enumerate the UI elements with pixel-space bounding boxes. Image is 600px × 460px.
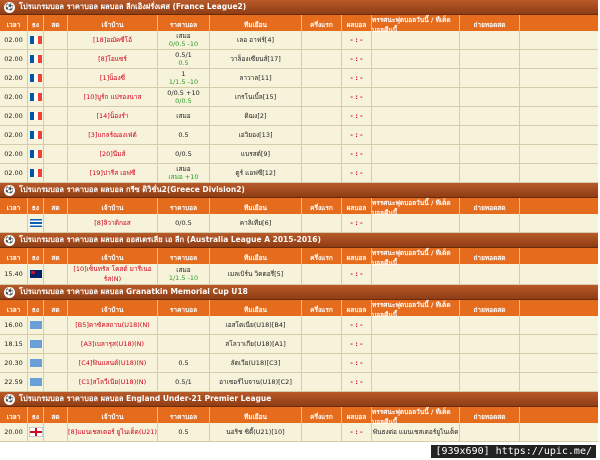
final-score: - : - xyxy=(342,264,372,284)
final-score: - : - xyxy=(342,373,372,391)
league-logo-icon: ⚽ xyxy=(5,395,14,403)
match-row[interactable] xyxy=(0,423,598,442)
home-team[interactable]: [8]โอแซร์ xyxy=(68,50,158,68)
flag-icon xyxy=(28,88,44,106)
flag-icon xyxy=(28,50,44,68)
live-broadcast xyxy=(460,69,520,87)
country-flag-icon xyxy=(30,74,42,82)
away-team[interactable]: ลาวาล[11] xyxy=(210,69,302,87)
flag-icon xyxy=(28,335,44,353)
home-team[interactable]: [10]เซ็นทรัล โคสต์ มารีเนอร์ส(N) xyxy=(68,264,158,284)
home-team[interactable]: [20]นีมส์ xyxy=(68,145,158,163)
column-header-row: เวลา ธง สด เจ้าบ้าน ราคาบอล ทีมเยือน ครึ่งแรก ผลบอล ทรรศนะฟุตบอลวันนี้ / ทีเด็ดบอลคืนนี้ ถ่ายทอดสด xyxy=(0,300,598,316)
prediction xyxy=(372,69,460,87)
league-logo-icon: ⚽ xyxy=(5,236,14,244)
match-time: 02.00 xyxy=(0,31,28,49)
home-team[interactable]: [A3]เบลารุส(U18)(N) xyxy=(68,335,158,353)
live-link[interactable] xyxy=(44,145,68,163)
country-flag-icon xyxy=(30,55,42,63)
live-broadcast xyxy=(460,264,520,284)
flag-icon xyxy=(28,107,44,125)
live-link[interactable] xyxy=(44,126,68,144)
live-link[interactable] xyxy=(44,373,68,391)
country-flag-icon xyxy=(30,219,42,227)
match-time: 02.00 xyxy=(0,50,28,68)
home-team[interactable]: [8]ลิวาดิกอส xyxy=(68,214,158,232)
match-row[interactable] xyxy=(0,145,598,164)
first-half-score xyxy=(302,69,342,87)
match-time: 20.00 xyxy=(0,423,28,441)
league-logo-icon: ⚽ xyxy=(5,186,14,194)
match-row[interactable] xyxy=(0,31,598,50)
odds xyxy=(158,354,210,372)
prediction xyxy=(372,354,460,372)
away-team[interactable]: แบรสต์[9] xyxy=(210,145,302,163)
match-row[interactable] xyxy=(0,335,598,354)
live-link[interactable] xyxy=(44,354,68,372)
prediction xyxy=(372,31,460,49)
flag-icon xyxy=(28,31,44,49)
match-time: 02.00 xyxy=(0,145,28,163)
home-team[interactable]: [19]ปารีส เอฟซี xyxy=(68,164,158,182)
odds xyxy=(158,164,210,182)
home-team[interactable]: [18]อฌัคซีโอ้ xyxy=(68,31,158,49)
odds-line: 0.5 xyxy=(178,131,189,139)
odds xyxy=(158,50,210,68)
first-half-score xyxy=(302,31,342,49)
away-team[interactable]: เมลเบิร์น วิคตอรี่[5] xyxy=(210,264,302,284)
final-score: - : - xyxy=(342,126,372,144)
country-flag-icon xyxy=(30,340,42,348)
final-score: - : - xyxy=(342,423,372,441)
league-header: ⚽ โปรแกรมบอล ราคาบอล ผลบอล กรีซ ดิวิชั่น2(Greece Division2) xyxy=(0,183,598,198)
first-half-score xyxy=(302,214,342,232)
live-broadcast xyxy=(460,164,520,182)
first-half-score xyxy=(302,373,342,391)
final-score: - : - xyxy=(342,88,372,106)
away-team[interactable]: ลัตเวีย(U18)[C3] xyxy=(210,354,302,372)
odds-line: 0.5/1 xyxy=(175,378,192,386)
match-time: 02.00 xyxy=(0,164,28,182)
odds xyxy=(158,145,210,163)
home-team[interactable]: [3]แกลร์ฌองเฟ่ต์ xyxy=(68,126,158,144)
match-time: 02.00 xyxy=(0,88,28,106)
final-score: - : - xyxy=(342,164,372,182)
prediction xyxy=(372,316,460,334)
league-header: ⚽ โปรแกรมบอล ราคาบอล ผลบอล ลีกเอิงฝรั่งเศส (France League2) xyxy=(0,0,598,15)
country-flag-icon xyxy=(30,93,42,101)
odds xyxy=(158,214,210,232)
live-link[interactable] xyxy=(44,69,68,87)
final-score: - : - xyxy=(342,145,372,163)
odds-line: 0/0.5 xyxy=(175,219,192,227)
odds-line: 1 xyxy=(181,70,186,78)
away-team[interactable]: เอสโตเนีย(U18)[B4] xyxy=(210,316,302,334)
prediction xyxy=(372,264,460,284)
away-team[interactable]: สโลวาเกีย(U18)[A1] xyxy=(210,335,302,353)
prediction xyxy=(372,214,460,232)
country-flag-icon xyxy=(30,270,42,278)
match-row[interactable] xyxy=(0,107,598,126)
league-section-granatkin xyxy=(0,285,598,392)
match-time: 20.30 xyxy=(0,354,28,372)
final-score: - : - xyxy=(342,107,372,125)
league-section-greece xyxy=(0,183,598,233)
country-flag-icon xyxy=(30,112,42,120)
odds xyxy=(158,335,210,353)
home-team[interactable]: [B5]คาซัคสถาน(U18)(N) xyxy=(68,316,158,334)
odds-line: เสมอ xyxy=(176,165,191,173)
match-row[interactable] xyxy=(0,264,598,285)
odds xyxy=(158,264,210,284)
watermark: [939x690] https://upic.me/ xyxy=(431,445,596,458)
column-header-row: เวลา ธง สด เจ้าบ้าน ราคาบอล ทีมเยือน ครึ่งแรก ผลบอล ทรรศนะฟุตบอลวันนี้ / ทีเด็ดบอลคืนนี้ ถ่ายทอดสด xyxy=(0,248,598,264)
live-broadcast xyxy=(460,423,520,441)
away-team[interactable]: ตูร์ แอฟซี[12] xyxy=(210,164,302,182)
live-broadcast xyxy=(460,214,520,232)
final-score: - : - xyxy=(342,214,372,232)
flag-icon xyxy=(28,69,44,87)
away-team[interactable]: คาลิเทีย[6] xyxy=(210,214,302,232)
flag-icon xyxy=(28,214,44,232)
live-broadcast xyxy=(460,316,520,334)
first-half-score xyxy=(302,335,342,353)
odds-line: เสมอ xyxy=(176,266,191,274)
odds-change: เสมอ +10 xyxy=(168,173,199,181)
live-link[interactable] xyxy=(44,264,68,284)
match-time: 02.00 xyxy=(0,69,28,87)
flag-icon xyxy=(28,316,44,334)
final-score: - : - xyxy=(342,31,372,49)
odds-line: เสมอ xyxy=(176,112,191,120)
flag-icon xyxy=(28,164,44,182)
odds xyxy=(158,31,210,49)
country-flag-icon xyxy=(29,427,43,437)
match-time: 02.00 xyxy=(0,126,28,144)
flag-icon xyxy=(28,373,44,391)
odds xyxy=(158,423,210,441)
country-flag-icon xyxy=(30,150,42,158)
country-flag-icon xyxy=(30,36,42,44)
away-team[interactable]: อาเซอร์ไบจาน(U18)[C2] xyxy=(210,373,302,391)
first-half-score xyxy=(302,88,342,106)
home-team[interactable]: [1]น็องซี่ xyxy=(68,69,158,87)
league-header: ⚽ โปรแกรมบอล ราคาบอล ผลบอล England Under-21 Premier League xyxy=(0,392,598,407)
match-time xyxy=(0,214,28,232)
country-flag-icon xyxy=(30,321,42,329)
prediction xyxy=(372,50,460,68)
final-score: - : - xyxy=(342,354,372,372)
flag-icon xyxy=(28,145,44,163)
home-team[interactable]: [14]น็องรำ xyxy=(68,107,158,125)
prediction xyxy=(372,88,460,106)
league-section-france xyxy=(0,0,598,183)
live-link[interactable] xyxy=(44,107,68,125)
league-header: ⚽ โปรแกรมบอล ราคาบอล ผลบอล ออสเตรเลีย เอ ลีก (Australia League A 2015-2016) xyxy=(0,233,598,248)
odds-line: 0.5/1 xyxy=(175,51,192,59)
first-half-score xyxy=(302,126,342,144)
away-team[interactable]: วาล็องเซียนส์[17] xyxy=(210,50,302,68)
live-link[interactable] xyxy=(44,88,68,106)
live-broadcast xyxy=(460,107,520,125)
final-score: - : - xyxy=(342,335,372,353)
match-time: 16.00 xyxy=(0,316,28,334)
odds-change: 1/1.5 -10 xyxy=(168,274,199,282)
live-broadcast xyxy=(460,373,520,391)
odds-change: 0/0.5 xyxy=(175,97,192,105)
first-half-score xyxy=(302,50,342,68)
match-row[interactable] xyxy=(0,50,598,69)
away-team[interactable]: ดิฌง[2] xyxy=(210,107,302,125)
live-link[interactable] xyxy=(44,50,68,68)
away-team[interactable]: เกรโนเบิ้ล[15] xyxy=(210,88,302,106)
live-broadcast xyxy=(460,354,520,372)
column-header-row: เวลา ธง สด เจ้าบ้าน ราคาบอล ทีมเยือน ครึ่งแรก ผลบอล ทรรศนะฟุตบอลวันนี้ / ทีเด็ดบอลคืนนี้ ถ่ายทอดสด xyxy=(0,407,598,423)
live-link[interactable] xyxy=(44,164,68,182)
prediction xyxy=(372,107,460,125)
prediction xyxy=(372,423,460,441)
live-link[interactable] xyxy=(44,214,68,232)
league-logo-icon: ⚽ xyxy=(5,288,14,296)
match-time: 22.59 xyxy=(0,373,28,391)
first-half-score xyxy=(302,264,342,284)
league-logo-icon: ⚽ xyxy=(5,3,14,11)
country-flag-icon xyxy=(30,169,42,177)
prediction xyxy=(372,373,460,391)
odds-change: 1/1.5 -10 xyxy=(168,78,199,86)
live-broadcast xyxy=(460,126,520,144)
odds xyxy=(158,107,210,125)
first-half-score xyxy=(302,145,342,163)
live-broadcast xyxy=(460,31,520,49)
league-section-australia xyxy=(0,233,598,285)
odds-line: 0.5 xyxy=(178,428,189,436)
final-score: - : - xyxy=(342,316,372,334)
home-team[interactable]: [8]แมนเชสเตอร์ ยูไนเต็ด(U21) xyxy=(68,423,158,441)
match-row[interactable] xyxy=(0,316,598,335)
live-broadcast xyxy=(460,335,520,353)
flag-icon xyxy=(28,423,44,441)
match-time: 18.15 xyxy=(0,335,28,353)
live-broadcast xyxy=(460,88,520,106)
live-link[interactable] xyxy=(44,316,68,334)
odds xyxy=(158,373,210,391)
match-time: 02.00 xyxy=(0,107,28,125)
match-row[interactable] xyxy=(0,88,598,107)
odds-line: 0/0.5 xyxy=(175,150,192,158)
match-row[interactable] xyxy=(0,214,598,233)
away-team[interactable]: เอวิยอง[13] xyxy=(210,126,302,144)
odds xyxy=(158,69,210,87)
country-flag-icon xyxy=(30,131,42,139)
home-team[interactable]: [10]บูร์ก แปรองนาส xyxy=(68,88,158,106)
league-section-england-u21 xyxy=(0,392,598,442)
live-link[interactable] xyxy=(44,423,68,441)
country-flag-icon xyxy=(30,359,42,367)
flag-icon xyxy=(28,264,44,284)
match-row[interactable] xyxy=(0,69,598,88)
column-header-row: เวลา ธง สด เจ้าบ้าน ราคาบอล ทีมเยือน ครึ่งแรก ผลบอล ทรรศนะฟุตบอลวันนี้ / ทีเด็ดบอลคืนนี้ ถ่ายทอดสด xyxy=(0,198,598,214)
odds-change: 0/0.5 -10 xyxy=(168,40,199,48)
odds xyxy=(158,88,210,106)
odds-line: 0/0.5 +10 xyxy=(167,89,200,97)
country-flag-icon xyxy=(30,378,42,386)
league-header: ⚽ โปรแกรมบอล ราคาบอล ผลบอล Granatkin Memorial Cup U18 xyxy=(0,285,598,300)
first-half-score xyxy=(302,423,342,441)
final-score: - : - xyxy=(342,69,372,87)
live-link[interactable] xyxy=(44,335,68,353)
odds xyxy=(158,316,210,334)
odds xyxy=(158,126,210,144)
first-half-score xyxy=(302,354,342,372)
prediction-text: ฟันธงต่อ แมนเชสเตอร์ยูไนเต็ด xyxy=(372,428,459,436)
away-team[interactable]: เลอ อาฟร์[4] xyxy=(210,31,302,49)
final-score: - : - xyxy=(342,50,372,68)
match-row[interactable] xyxy=(0,126,598,145)
odds-line: 0.5 xyxy=(178,359,189,367)
prediction xyxy=(372,126,460,144)
first-half-score xyxy=(302,316,342,334)
live-link[interactable] xyxy=(44,31,68,49)
home-team[interactable]: [C1]สโลวีเนีย(U18)(N) xyxy=(68,373,158,391)
odds-line: เสมอ xyxy=(176,32,191,40)
column-header-row: เวลา ธง สด เจ้าบ้าน ราคาบอล ทีมเยือน ครึ่งแรก ผลบอล ทรรศนะฟุตบอลวันนี้ / ทีเด็ดบอลคืนนี้ ถ่ายทอดสด xyxy=(0,15,598,31)
prediction xyxy=(372,164,460,182)
match-row[interactable] xyxy=(0,373,598,392)
prediction xyxy=(372,335,460,353)
home-team[interactable]: [C4]ฟินแลนด์(U18)(N) xyxy=(68,354,158,372)
match-row[interactable] xyxy=(0,354,598,373)
match-row[interactable] xyxy=(0,164,598,183)
away-team[interactable]: นอริช ซิตี้(U21)[10] xyxy=(210,423,302,441)
live-broadcast xyxy=(460,145,520,163)
odds-change: 0.5 xyxy=(178,59,189,67)
flag-icon xyxy=(28,354,44,372)
first-half-score xyxy=(302,164,342,182)
match-time: 15.40 xyxy=(0,264,28,284)
live-broadcast xyxy=(460,50,520,68)
flag-icon xyxy=(28,126,44,144)
first-half-score xyxy=(302,107,342,125)
prediction xyxy=(372,145,460,163)
